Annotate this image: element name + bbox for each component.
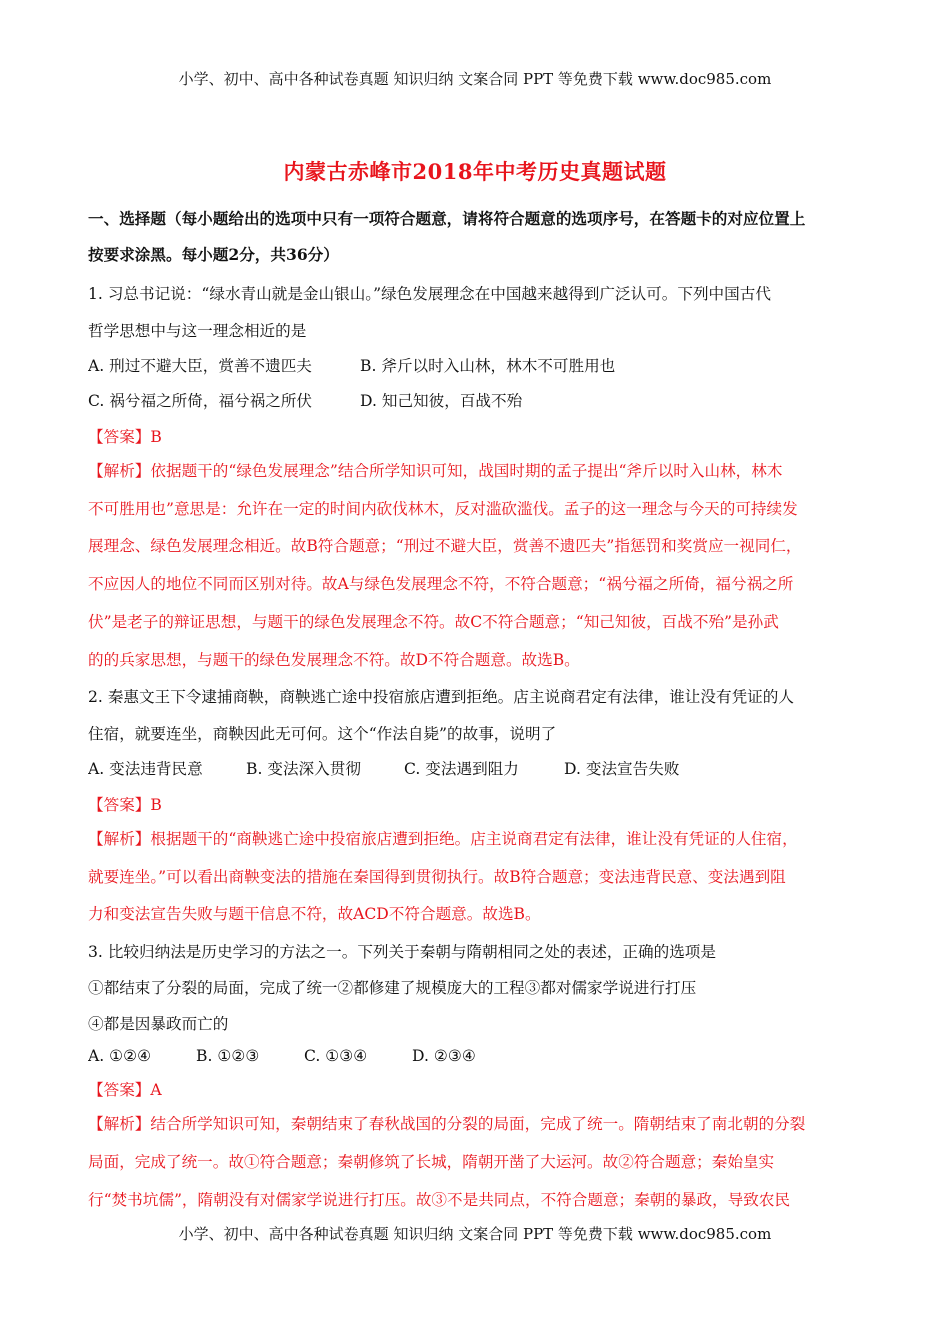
section-heading-line-2: 按要求涂黑。每小题2分，共36分） (88, 245, 339, 264)
q1-option-a: A. 刑过不避大臣，赏善不遗匹夫 (88, 357, 312, 375)
q2-option-d: D. 变法宣告失败 (564, 760, 680, 778)
q2-stem-line-1: 2. 秦惠文王下令逮捕商鞅，商鞅逃亡途中投宿旅店遭到拒绝。店主说商君定有法律，谁让没有凭证的人 (88, 688, 794, 706)
page-footer: 小学、初中、高中各种试卷真题 知识归纳 文案合同 PPT 等免费下载 www.doc985.com (178, 1225, 772, 1243)
q1-stem-line-2: 哲学思想中与这一理念相近的是 (88, 322, 307, 340)
q2-analysis-line-2: 就要连坐。”可以看出商鞅变法的措施在秦国得到贯彻执行。故B符合题意；变法违背民意、变法遇到阻 (88, 868, 786, 886)
page-title: 内蒙古赤峰市2018年中考历史真题试题 (283, 159, 667, 184)
q1-options-row-1 (88, 355, 868, 377)
q3-stem-line-2: ①都结束了分裂的局面，完成了统一②都修建了规模庞大的工程③都对儒家学说进行打压 (88, 979, 697, 997)
q2-option-b: B. 变法深入贯彻 (246, 760, 361, 778)
q1-analysis-line-4: 不应因人的地位不同而区别对待。故A与绿色发展理念不符，不符合题意；“祸兮福之所倚，福兮祸之所 (88, 575, 794, 593)
q3-answer: 【答案】A (88, 1081, 162, 1099)
section-heading-line-1: 一、选择题（每小题给出的选项中只有一项符合题意，请将符合题意的选项序号，在答题卡的对应位置上 (88, 209, 806, 228)
q3-option-c: C. ①③④ (304, 1047, 368, 1065)
q3-option-b: B. ①②③ (196, 1047, 260, 1065)
q1-option-b: B. 斧斤以时入山林，林木不可胜用也 (360, 357, 616, 375)
q3-option-d: D. ②③④ (412, 1047, 476, 1065)
q1-options-row-2 (88, 390, 868, 412)
q1-option-d: D. 知己知彼，百战不殆 (360, 392, 523, 410)
q3-option-a: A. ①②④ (88, 1047, 152, 1065)
page-header: 小学、初中、高中各种试卷真题 知识归纳 文案合同 PPT 等免费下载 www.doc985.com (178, 70, 772, 88)
q2-analysis-line-3: 力和变法宣告失败与题干信息不符，故ACD不符合题意。故选B。 (88, 905, 541, 923)
q1-stem-line-1: 1. 习总书记说：“绿水青山就是金山银山。”绿色发展理念在中国越来越得到广泛认可。下列中国古代 (88, 285, 771, 303)
q2-answer: 【答案】B (88, 796, 162, 814)
q1-answer: 【答案】B (88, 428, 162, 446)
q1-analysis-line-2: 不可胜用也”意思是：允许在一定的时间内砍伐林木，反对滥砍滥伐。孟子的这一理念与今天的可持续发 (88, 500, 798, 518)
q2-option-a: A. 变法违背民意 (88, 760, 203, 778)
q2-analysis-line-1: 【解析】根据题干的“商鞅逃亡途中投宿旅店遭到拒绝。店主说商君定有法律，谁让没有凭证的人住宿， (88, 830, 798, 848)
q1-analysis-line-3: 展理念、绿色发展理念相近。故B符合题意；“刑过不避大臣，赏善不遗匹夫”指惩罚和奖赏应一视同仁， (88, 537, 802, 555)
q3-stem-line-3: ④都是因暴政而亡的 (88, 1015, 229, 1033)
q3-analysis-line-2: 局面，完成了统一。故①符合题意；秦朝修筑了长城，隋朝开凿了大运河。故②符合题意；秦始皇实 (88, 1153, 775, 1171)
q1-option-c: C. 祸兮福之所倚，福兮祸之所伏 (88, 392, 313, 410)
q3-stem-line-1: 3. 比较归纳法是历史学习的方法之一。下列关于秦朝与隋朝相同之处的表述，正确的选项是 (88, 943, 716, 961)
q3-analysis-line-3: 行“焚书坑儒”，隋朝没有对儒家学说进行打压。故③不是共同点，不符合题意；秦朝的暴政，导致农民 (88, 1191, 791, 1209)
q3-options-row (88, 1045, 868, 1067)
q2-options-row (88, 758, 868, 780)
q1-analysis-line-1: 【解析】依据题干的“绿色发展理念”结合所学知识可知，战国时期的孟子提出“斧斤以时入山林，林木 (88, 462, 783, 480)
q1-analysis-line-5: 伏”是老子的辩证思想，与题干的绿色发展理念不符。故C不符合题意；“知己知彼，百战不殆”是孙武 (88, 613, 779, 631)
q1-analysis-line-6: 的的兵家思想，与题干的绿色发展理念不符。故D不符合题意。故选B。 (88, 651, 580, 669)
q2-stem-line-2: 住宿，就要连坐，商鞅因此无可何。这个“作法自毙”的故事，说明了 (88, 725, 557, 743)
q3-analysis-line-1: 【解析】结合所学知识可知，秦朝结束了春秋战国的分裂的局面，完成了统一。隋朝结束了南北朝的分裂 (88, 1115, 806, 1133)
q2-option-c: C. 变法遇到阻力 (404, 760, 519, 778)
